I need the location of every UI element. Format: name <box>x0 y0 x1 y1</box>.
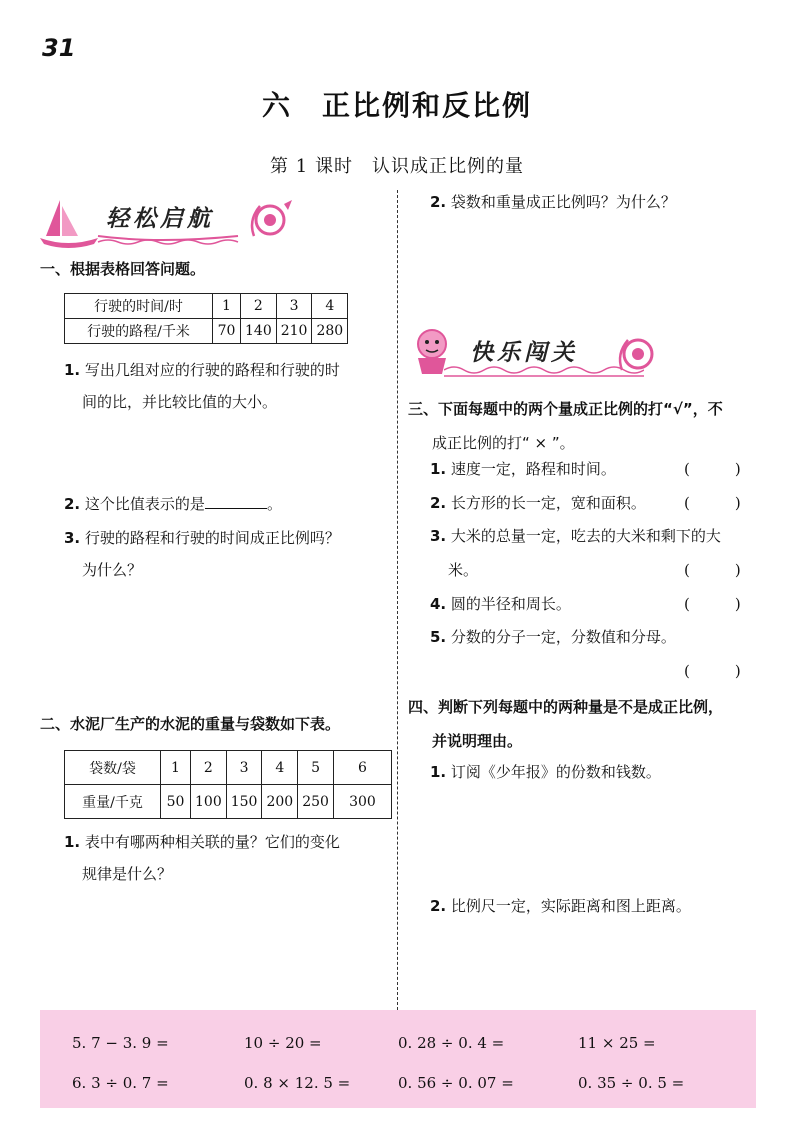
equation: 0. 28 ÷ 0. 4 = <box>398 1034 505 1052</box>
equation: 11 × 25 = <box>578 1034 656 1052</box>
table-cell: 50 <box>161 785 191 819</box>
table-cell: 140 <box>241 319 277 344</box>
section2-table <box>64 750 392 819</box>
table-cell: 3 <box>276 294 312 319</box>
table-cell: 200 <box>262 785 298 819</box>
s1-question-3: 3. 行驶的路程和行驶的时间成正比例吗？ 为什么？ <box>64 529 340 579</box>
table-cell: 100 <box>191 785 227 819</box>
s3-item-4: 4. 圆的半径和周长。 <box>430 595 571 613</box>
s3-item-5: 5. 分数的分子一定，分数值和分母。 <box>430 628 676 646</box>
page-number: 31 <box>42 34 76 62</box>
footer-exercise-panel <box>40 1010 756 1108</box>
s3-item-3: 3. 大米的总量一定，吃去的大米和剩下的大 <box>430 527 721 545</box>
table-cell: 210 <box>276 319 312 344</box>
s2-question-2: 2. 袋数和重量成正比例吗？为什么？ <box>430 193 676 211</box>
answer-paren[interactable]: ( ) <box>684 561 741 579</box>
table-cell: 1 <box>161 751 191 785</box>
table-row <box>65 294 348 319</box>
table-cell: 280 <box>312 319 348 344</box>
banner-qingsong-text: 轻松启航 <box>106 206 214 232</box>
s3-item-3-cont: 米。 <box>448 561 479 579</box>
table-cell: 行驶的时间/时 <box>65 294 213 319</box>
table-cell: 2 <box>191 751 227 785</box>
table-row <box>65 751 392 785</box>
section4-title: 四、判断下列每题中的两种量是不是成正比例， 并说明理由。 <box>408 698 724 750</box>
answer-blank[interactable] <box>205 493 267 509</box>
equation: 0. 35 ÷ 0. 5 = <box>578 1074 685 1092</box>
banner-kuaile <box>404 322 664 382</box>
scallop-edge <box>40 1004 756 1016</box>
s1-question-1: 1. 写出几组对应的行驶的路程和行驶的时 间的比，并比较比值的大小。 <box>64 361 340 411</box>
answer-paren[interactable]: ( ) <box>684 662 741 680</box>
table-row <box>65 785 392 819</box>
section2-title: 二、水泥厂生产的水泥的重量与袋数如下表。 <box>40 715 341 733</box>
equation: 6. 3 ÷ 0. 7 = <box>72 1074 169 1092</box>
table-cell: 5 <box>298 751 334 785</box>
s3-item-1: 1. 速度一定，路程和时间。 <box>430 460 616 478</box>
column-divider <box>397 190 398 1010</box>
table-cell: 2 <box>241 294 277 319</box>
table-cell: 4 <box>312 294 348 319</box>
equation: 10 ÷ 20 = <box>244 1034 322 1052</box>
answer-paren[interactable]: ( ) <box>684 595 741 613</box>
table-cell: 1 <box>213 294 241 319</box>
s2-question-1: 1. 表中有哪两种相关联的量？它们的变化 规律是什么？ <box>64 833 340 883</box>
table-cell: 行驶的路程/千米 <box>65 319 213 344</box>
s4-question-2: 2. 比例尺一定，实际距离和图上距离。 <box>430 897 691 915</box>
table-row <box>65 319 348 344</box>
table-cell: 4 <box>262 751 298 785</box>
table-cell: 300 <box>333 785 391 819</box>
banner-qingsong <box>38 192 288 252</box>
table-cell: 袋数/袋 <box>65 751 161 785</box>
answer-paren[interactable]: ( ) <box>684 494 741 512</box>
banner-kuaile-text: 快乐闯关 <box>470 340 578 366</box>
equation: 5. 7 − 3. 9 = <box>72 1034 169 1052</box>
swirl-ornament-icon <box>246 196 296 246</box>
table-cell: 70 <box>213 319 241 344</box>
equation: 0. 56 ÷ 0. 07 = <box>398 1074 514 1092</box>
table-cell: 6 <box>333 751 391 785</box>
section1-table <box>64 293 348 344</box>
s1-question-2: 2. 这个比值表示的是 。 <box>64 495 282 513</box>
table-cell: 250 <box>298 785 334 819</box>
chapter-title: 六 正比例和反比例 <box>261 89 532 122</box>
swirl-ornament-icon <box>614 330 664 380</box>
table-cell: 150 <box>226 785 262 819</box>
answer-paren[interactable]: ( ) <box>684 460 741 478</box>
table-cell: 3 <box>226 751 262 785</box>
s4-question-1: 1. 订阅《少年报》的份数和钱数。 <box>430 763 661 781</box>
section1-title: 一、根据表格回答问题。 <box>40 260 206 278</box>
lesson-title: 第 1 课时 认识成正比例的量 <box>270 156 524 177</box>
equation: 0. 8 × 12. 5 = <box>244 1074 351 1092</box>
section3-title: 三、下面每题中的两个量成正比例的打“√”，不 成正比例的打“ × ”。 <box>408 400 723 452</box>
s3-item-2: 2. 长方形的长一定，宽和面积。 <box>430 494 646 512</box>
table-cell: 重量/千克 <box>65 785 161 819</box>
